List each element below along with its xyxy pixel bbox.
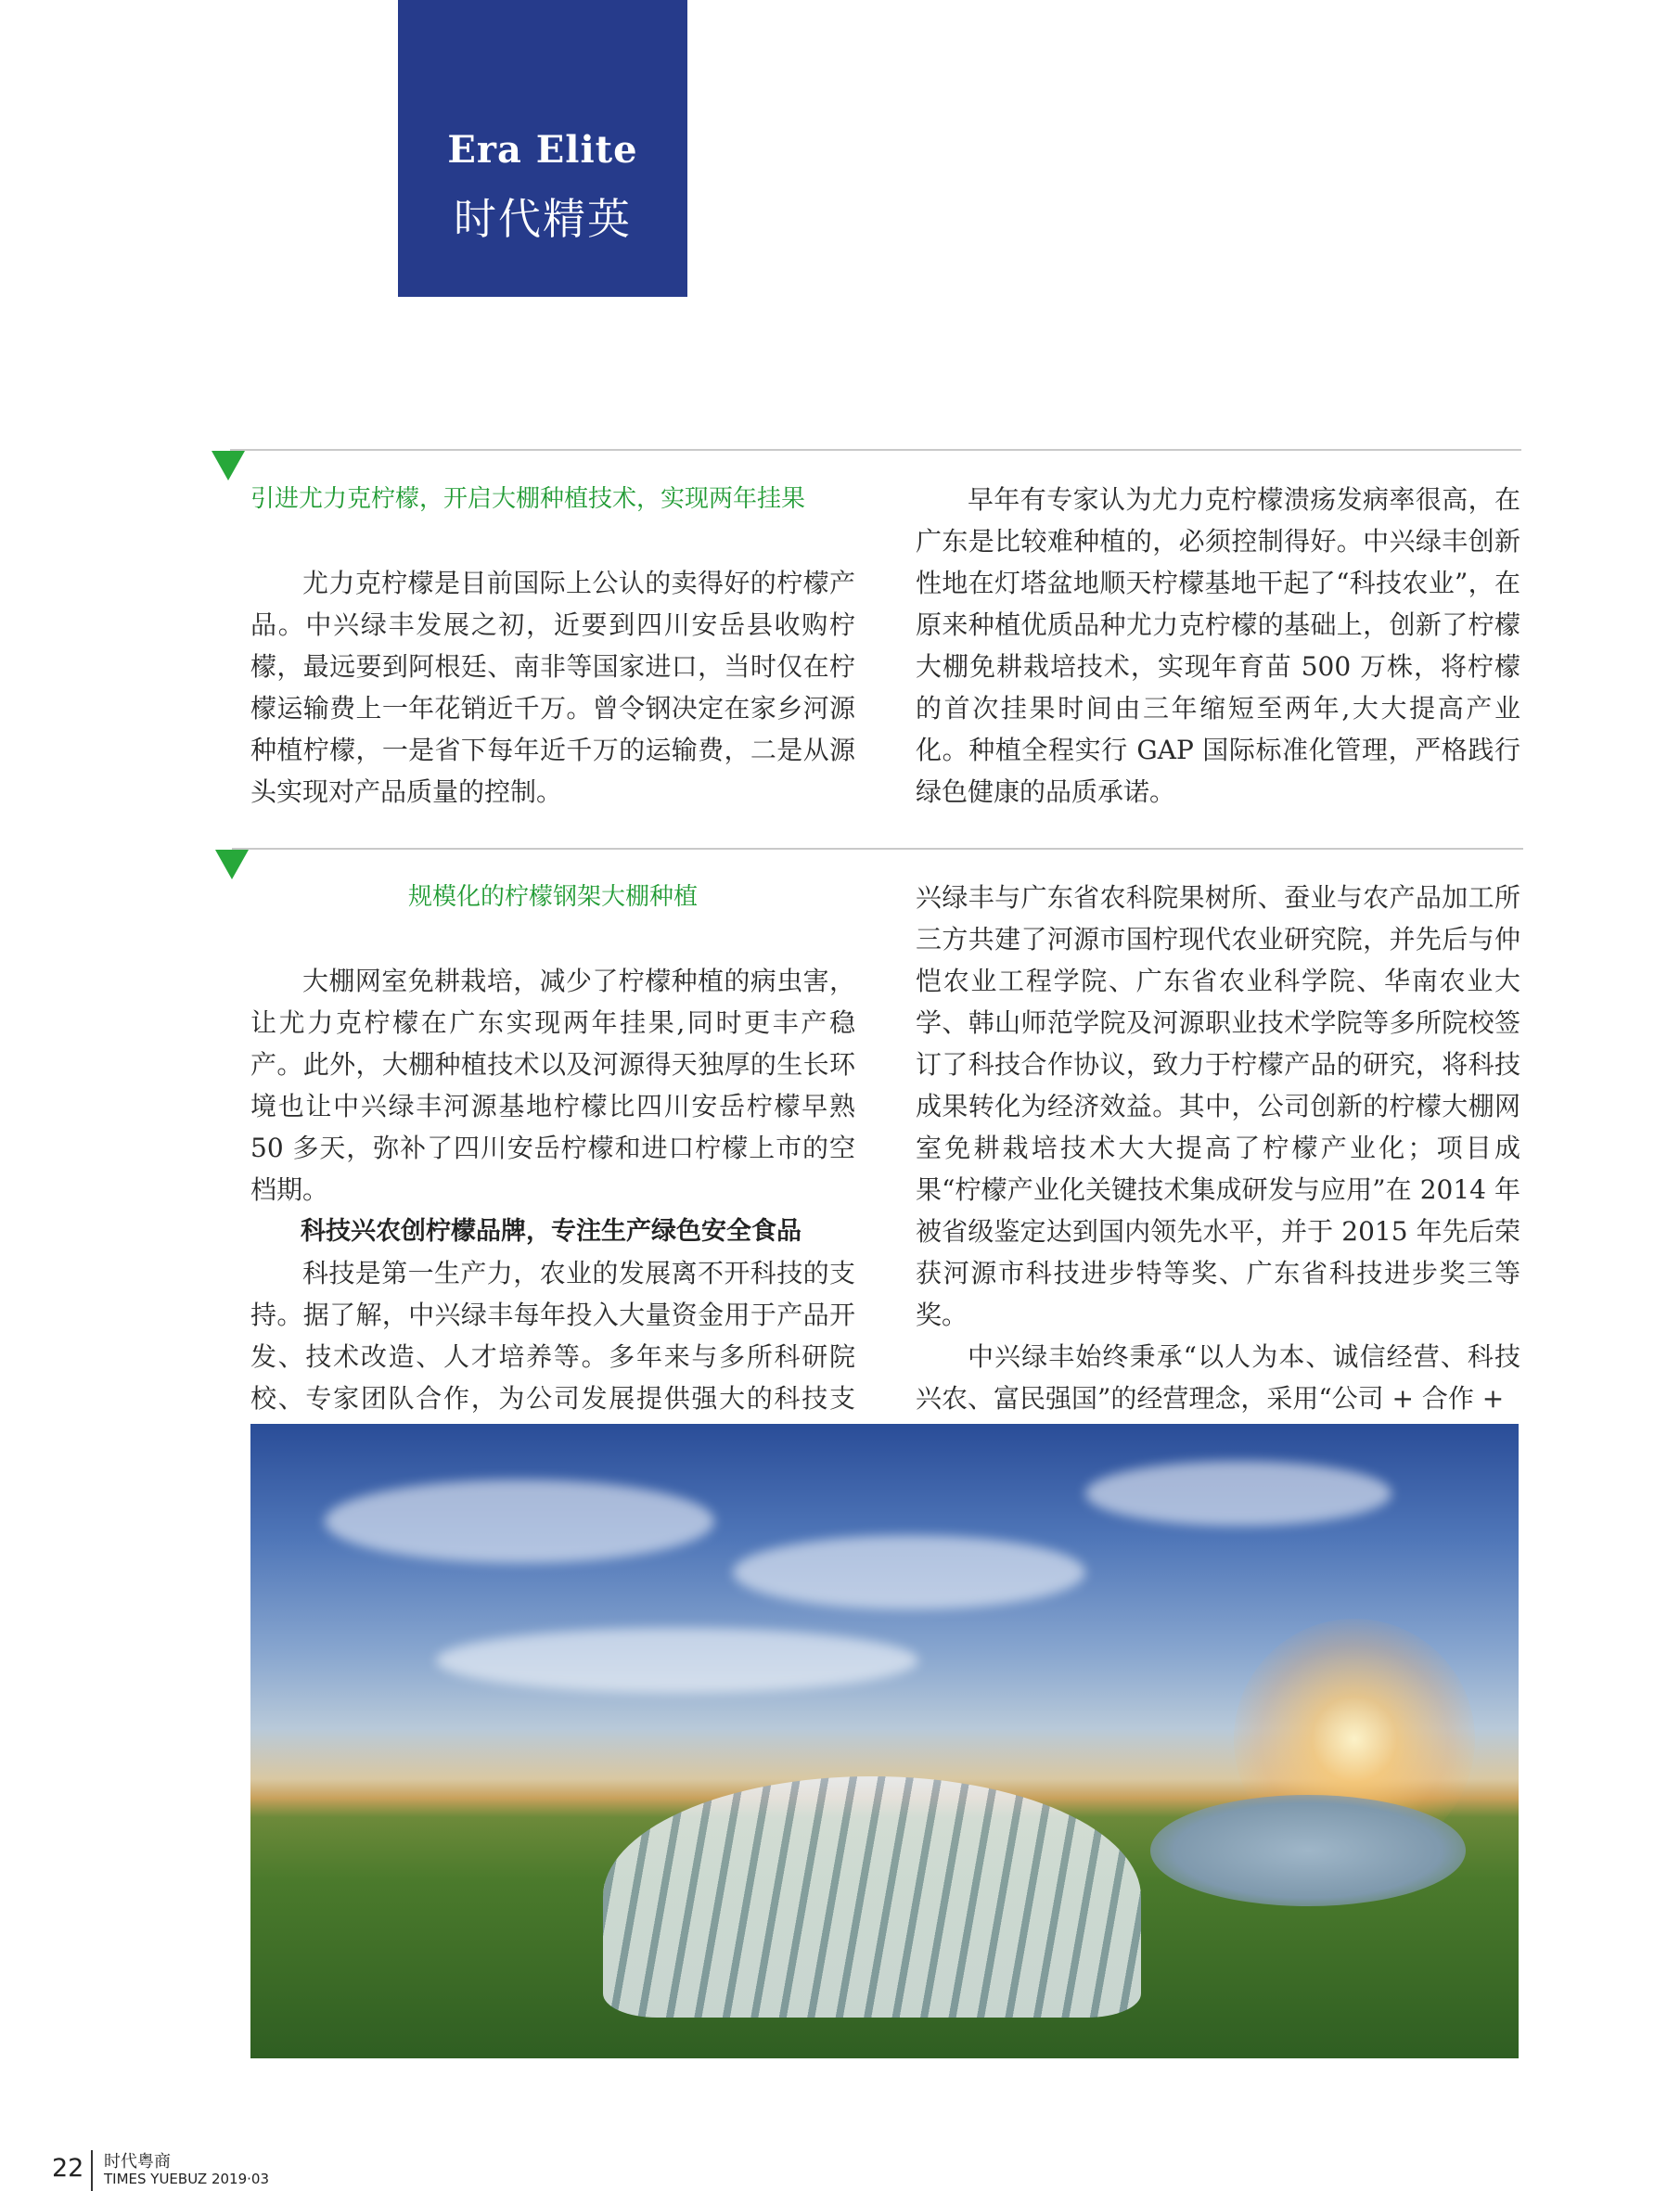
section2-right-paragraph-2: 中兴绿丰始终秉承“以人为本、诚信经营、科技兴农、富民强国”的经营理念，采用“公司 + 合作 +: [916, 1341, 1520, 1414]
section1-right-column: [916, 479, 1520, 813]
section2-left-column: [250, 877, 855, 1461]
page-number: 22: [52, 2154, 84, 2183]
section1-right-paragraph: 早年有专家认为尤力克柠檬溃疡发病率很高，在广东是比较难种植的，必须控制得好。中兴绿丰创新性地在灯塔盆地顺天柠檬基地干起了“科技农业”，在原来种植优质品种尤力克柠檬的基础上，创新了柠檬大棚免耕栽培技术，实现年育苗 500 万株，将柠檬的首次挂果时间由三年缩短至两年,大大提高产业化。种植全程实行 GAP 国际标准化管理，严格践行绿色健康的品质承诺。: [916, 484, 1520, 807]
section1-marker-icon: [212, 451, 245, 480]
section2-left-paragraph-1: 大棚网室免耕栽培，减少了柠檬种植的病虫害，让尤力克柠檬在广东实现两年挂果,同时更丰产稳产。此外，大棚种植技术以及河源得天独厚的生长环境也让中兴绿丰河源基地柠檬比四川安岳柠檬早熟 50 多天，弥补了四川安岳柠檬和进口柠檬上市的空档期。: [250, 966, 855, 1205]
section2-heading: 规模化的柠檬钢架大棚种植: [407, 883, 698, 911]
section2-right-paragraph-1: 兴绿丰与广东省农科院果树所、蚕业与农产品加工所三方共建了河源市国柠现代农业研究院，并先后与仲恺农业工程学院、广东省农业科学院、华南农业大学、韩山师范学院及河源职业技术学院等多所院校签订了科技合作协议，致力于柠檬产品的研究，将科技成果转化为经济效益。其中，公司创新的柠檬大棚网室免耕栽培技术大大提高了柠檬产业化；项目成果“柠檬产业化关键技术集成研发与应用”在 2014 年被省级鉴定达到国内领先水平，并于 2015 年先后荣获河源市科技进步特等奖、广东省科技进步奖三等奖。: [916, 882, 1520, 1330]
section2-right-column: [916, 877, 1520, 1419]
section2-rule: [232, 848, 1523, 850]
section1-left-column: [250, 479, 855, 813]
magazine-name-cn: 时代粤商: [104, 2152, 171, 2172]
section2-marker-icon: [215, 850, 249, 879]
section-banner: [398, 0, 687, 297]
magazine-name-en: TIMES YUEBUZ 2019·03: [104, 2171, 269, 2187]
banner-title-en: Era Elite: [447, 128, 638, 172]
section1-heading: 引进尤力克柠檬，开启大棚种植技术，实现两年挂果: [250, 485, 806, 513]
greenhouse-rows: [603, 1776, 1141, 2018]
section1-rule: [230, 449, 1521, 451]
footer-divider: [91, 2150, 93, 2191]
panorama-greenhouse-photo: [250, 1424, 1519, 2058]
section2-subheading: 科技兴农创柠檬品牌，专注生产绿色安全食品: [301, 1217, 802, 1246]
banner-title-cn: 时代精英: [454, 194, 632, 244]
section2-left-paragraph-2: 科技是第一生产力，农业的发展离不开科技的支持。据了解，中兴绿丰每年投入大量资金用于产品开发、技术改造、人才培养等。多年来与多所科研院校、专家团队合作，为公司发展提供强大的科技支: [250, 1258, 855, 1414]
lake: [1150, 1795, 1466, 1906]
section1-left-paragraph: 尤力克柠檬是目前国际上公认的卖得好的柠檬产品。中兴绿丰发展之初，近要到四川安岳县收购柠檬，最远要到阿根廷、南非等国家进口，当时仅在柠檬运输费上一年花销近千万。曾令钢决定在家乡河源种植柠檬，一是省下每年近千万的运输费，二是从源头实现对产品质量的控制。: [250, 568, 855, 807]
